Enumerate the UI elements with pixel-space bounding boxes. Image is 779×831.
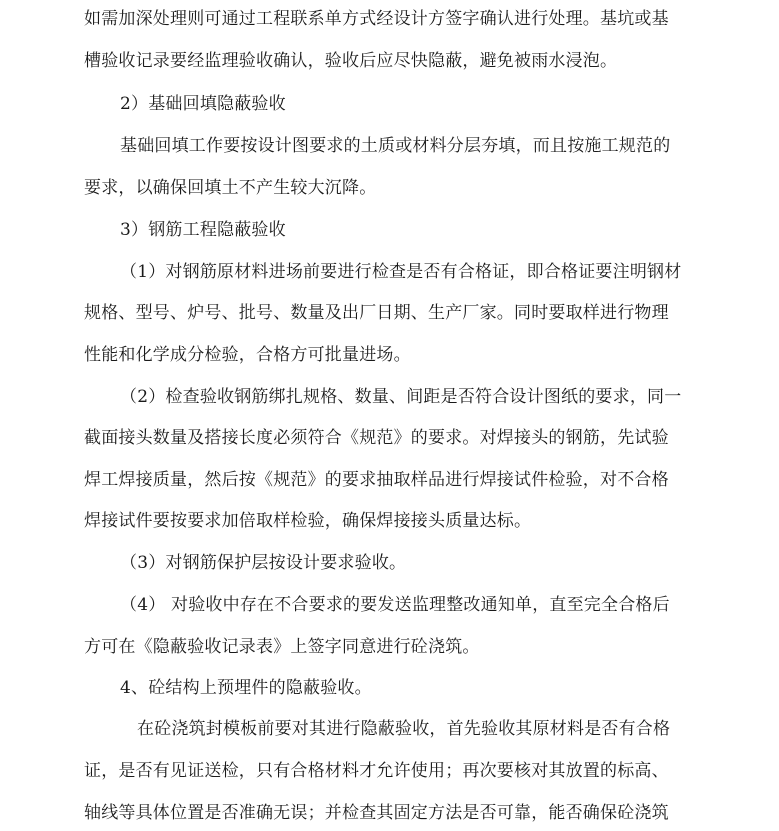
text-line: 基础回填工作要按设计图要求的土质或材料分层夯填，而且按施工规范的 bbox=[120, 136, 671, 156]
text-line: 焊接试件要按要求加倍取样检验，确保焊接接头质量达标。 bbox=[84, 511, 532, 531]
section-heading: 2）基础回填隐蔽验收 bbox=[120, 94, 286, 114]
text-line: （1）对钢筋原材料进场前要进行检查是否有合格证，即合格证要注明钢材 bbox=[120, 262, 682, 282]
text-line: 槽验收记录要经监理验收确认，验收后应尽快隐蔽，避免被雨水浸泡。 bbox=[84, 51, 618, 71]
text-line: 焊工焊接质量，然后按《规范》的要求抽取样品进行焊接试件检验，对不合格 bbox=[84, 470, 669, 490]
section-heading: 4、砼结构上预埋件的隐蔽验收。 bbox=[120, 678, 372, 698]
text-line: 要求，以确保回填土不产生较大沉降。 bbox=[84, 178, 377, 198]
section-heading: 3）钢筋工程隐蔽验收 bbox=[120, 220, 286, 240]
text-line: 证，是否有见证送检，只有合格材料才允许使用；再次要核对其放置的标高、 bbox=[84, 761, 669, 781]
text-line: 规格、型号、炉号、批号、数量及出厂日期、生产厂家。同时要取样进行物理 bbox=[84, 303, 669, 323]
text-line: 在砼浇筑封模板前要对其进行隐蔽验收，首先验收其原材料是否有合格 bbox=[137, 719, 671, 739]
text-line: 方可在《隐蔽验收记录表》上签字同意进行砼浇筑。 bbox=[84, 637, 480, 657]
text-line: 如需加深处理则可通过工程联系单方式经设计方签字确认进行处理。基坑或基 bbox=[84, 9, 669, 29]
text-line: （3）对钢筋保护层按设计要求验收。 bbox=[120, 553, 407, 573]
text-line: 轴线等具体位置是否准确无误；并检查其固定方法是否可靠，能否确保砼浇筑 bbox=[84, 803, 669, 823]
text-line: （2）检查验收钢筋绑扎规格、数量、间距是否符合设计图纸的要求，同一 bbox=[120, 387, 682, 407]
text-line: 性能和化学成分检验，合格方可批量进场。 bbox=[84, 345, 411, 365]
text-line: （4） 对验收中存在不合要求的要发送监理整改通知单，直至完全合格后 bbox=[120, 595, 670, 615]
text-line: 截面接头数量及搭接长度必须符合《规范》的要求。对焊接头的钢筋，先试验 bbox=[84, 428, 669, 448]
